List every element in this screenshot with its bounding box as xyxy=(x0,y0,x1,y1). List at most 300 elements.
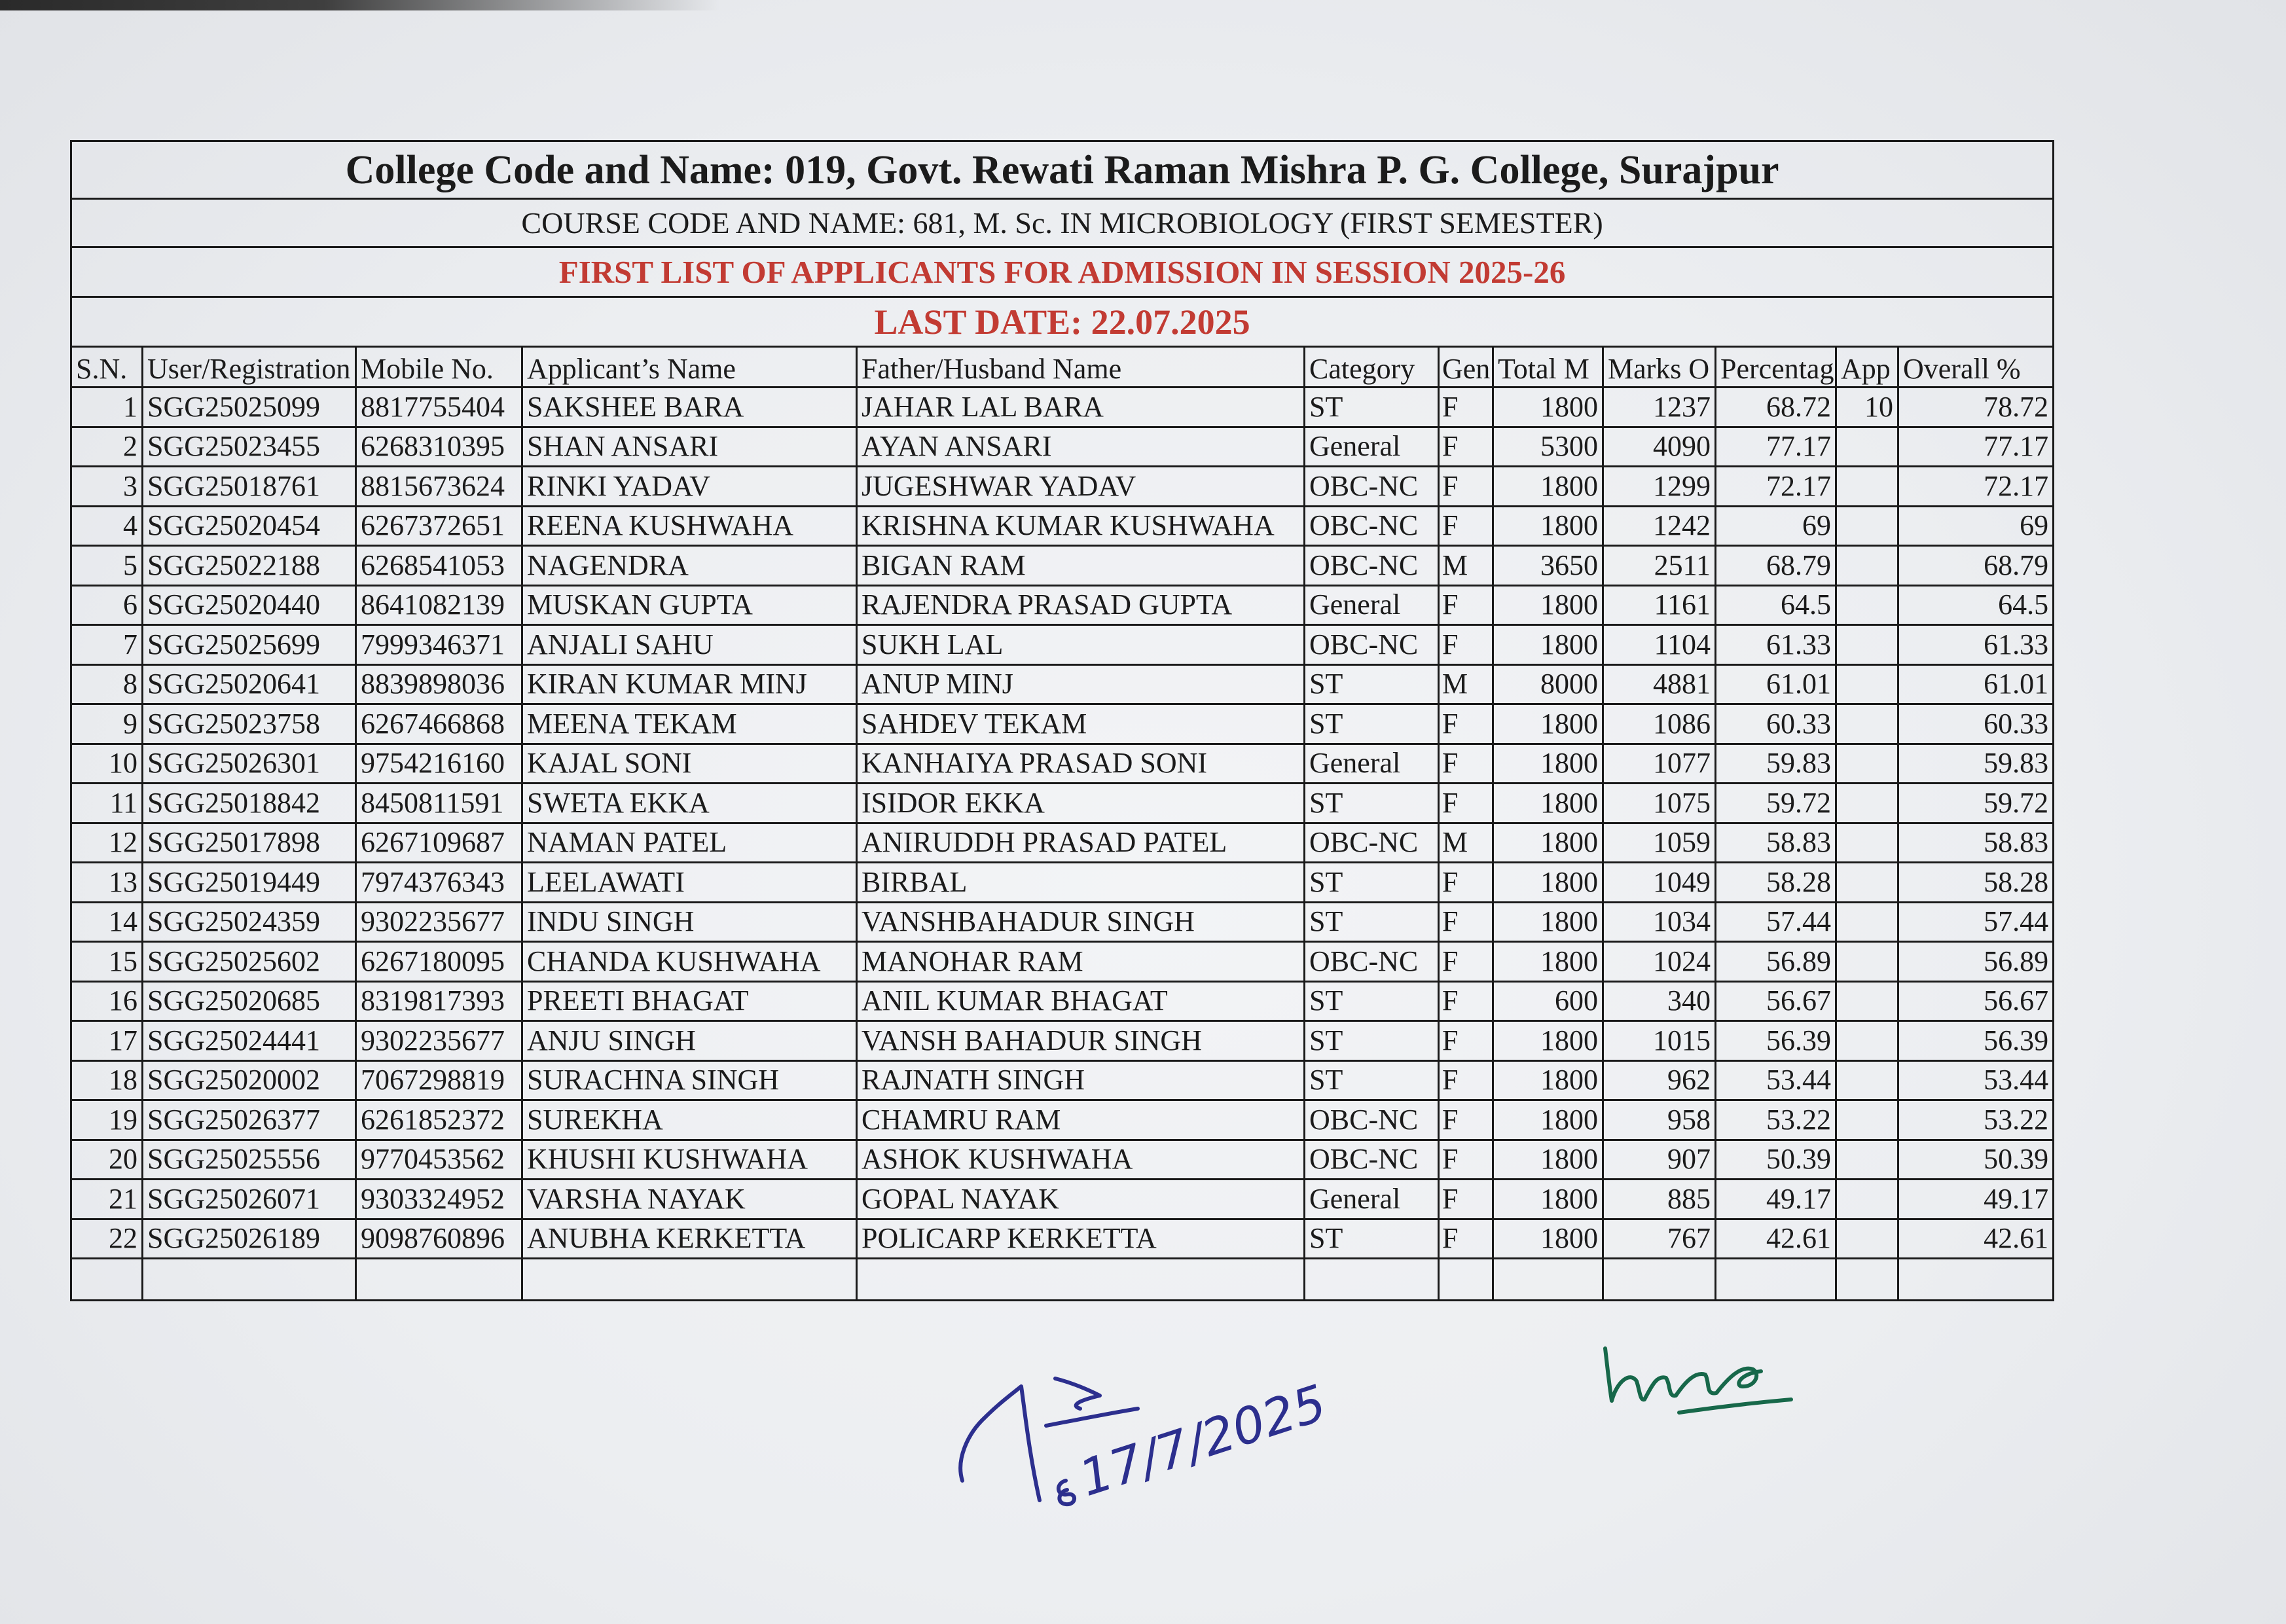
cell-overall: 60.33 xyxy=(1898,704,2054,744)
cell-name: SHAN ANSARI xyxy=(522,427,857,467)
table-body xyxy=(71,388,2054,1259)
cell-overall: 64.5 xyxy=(1898,585,2054,625)
cell-total: 1800 xyxy=(1493,1100,1603,1140)
cell-mobile: 6268310395 xyxy=(356,427,522,467)
cell-father: VANSH BAHADUR SINGH xyxy=(857,1021,1305,1061)
cell-name: KAJAL SONI xyxy=(522,744,857,784)
cell-app xyxy=(1836,1060,1898,1100)
cell-name: ANJALI SAHU xyxy=(522,625,857,665)
table-row xyxy=(71,388,2054,427)
cell-sn: 6 xyxy=(71,585,143,625)
table-row xyxy=(71,981,2054,1021)
cell-registration: SGG25024359 xyxy=(143,902,356,942)
table-row xyxy=(71,1100,2054,1140)
cell-total: 1800 xyxy=(1493,585,1603,625)
cell-overall: 78.72 xyxy=(1898,388,2054,427)
cell-father: JAHAR LAL BARA xyxy=(857,388,1305,427)
cell-category: OBC-NC xyxy=(1305,942,1439,982)
college-title: College Code and Name: 019, Govt. Rewati Raman Mishra P. G. College, Surajpur xyxy=(71,141,2054,199)
cell-app xyxy=(1836,942,1898,982)
cell-percent: 49.17 xyxy=(1716,1180,1836,1219)
cell-category: General xyxy=(1305,1180,1439,1219)
cell-mobile: 9098760896 xyxy=(356,1219,522,1259)
cell-gender: M xyxy=(1439,664,1493,704)
cell-app xyxy=(1836,902,1898,942)
cell-overall: 42.61 xyxy=(1898,1219,2054,1259)
cell-app xyxy=(1836,664,1898,704)
cell-total: 1800 xyxy=(1493,1180,1603,1219)
cell-name: CHANDA KUSHWAHA xyxy=(522,942,857,982)
cell-total: 1800 xyxy=(1493,704,1603,744)
cell-mobile: 8641082139 xyxy=(356,585,522,625)
cell-name: SURACHNA SINGH xyxy=(522,1060,857,1100)
cell-sn: 14 xyxy=(71,902,143,942)
cell-app xyxy=(1836,823,1898,863)
cell-father: ANIRUDDH PRASAD PATEL xyxy=(857,823,1305,863)
cell-gender: F xyxy=(1439,1180,1493,1219)
cell-sn: 22 xyxy=(71,1219,143,1259)
cell-category: OBC-NC xyxy=(1305,467,1439,507)
cell-name: NAMAN PATEL xyxy=(522,823,857,863)
cell-registration: SGG25026377 xyxy=(143,1100,356,1140)
table-row xyxy=(71,744,2054,784)
cell-obtained: 4881 xyxy=(1603,664,1716,704)
cell-mobile: 9754216160 xyxy=(356,744,522,784)
cell-app xyxy=(1836,1021,1898,1061)
cell-total: 8000 xyxy=(1493,664,1603,704)
cell-percent: 42.61 xyxy=(1716,1219,1836,1259)
cell-obtained: 1015 xyxy=(1603,1021,1716,1061)
cell-category: ST xyxy=(1305,1219,1439,1259)
cell-overall: 56.67 xyxy=(1898,981,2054,1021)
cell-obtained: 1299 xyxy=(1603,467,1716,507)
course-title-row xyxy=(71,199,2054,247)
cell-app xyxy=(1836,625,1898,665)
cell-registration: SGG25020685 xyxy=(143,981,356,1021)
cell-sn: 8 xyxy=(71,664,143,704)
cell-obtained: 962 xyxy=(1603,1060,1716,1100)
cell-sn: 12 xyxy=(71,823,143,863)
cell-gender: F xyxy=(1439,981,1493,1021)
cell-gender: F xyxy=(1439,467,1493,507)
photo-edge-shadow xyxy=(0,0,720,10)
table-row xyxy=(71,942,2054,982)
cell-registration: SGG25020641 xyxy=(143,664,356,704)
cell-mobile: 9770453562 xyxy=(356,1140,522,1180)
cell-overall: 61.33 xyxy=(1898,625,2054,665)
header-applicant-name: Applicant’s Name xyxy=(522,347,857,388)
cell-category: ST xyxy=(1305,784,1439,823)
list-title-row xyxy=(71,247,2054,297)
cell-father: ANIL KUMAR BHAGAT xyxy=(857,981,1305,1021)
cell-total: 1800 xyxy=(1493,1021,1603,1061)
table-row xyxy=(71,902,2054,942)
cell-gender: F xyxy=(1439,625,1493,665)
header-category: Category xyxy=(1305,347,1439,388)
cell-name: KHUSHI KUSHWAHA xyxy=(522,1140,857,1180)
cell-total: 1800 xyxy=(1493,625,1603,665)
cell-overall: 53.44 xyxy=(1898,1060,2054,1100)
cell-sn: 16 xyxy=(71,981,143,1021)
cell-mobile: 8839898036 xyxy=(356,664,522,704)
cell-gender: M xyxy=(1439,823,1493,863)
table-row xyxy=(71,784,2054,823)
course-title: COURSE CODE AND NAME: 681, M. Sc. IN MICROBIOLOGY (FIRST SEMESTER) xyxy=(71,199,2054,247)
cell-percent: 53.22 xyxy=(1716,1100,1836,1140)
cell-obtained: 907 xyxy=(1603,1140,1716,1180)
cell-total: 1800 xyxy=(1493,784,1603,823)
cell-name: SUREKHA xyxy=(522,1100,857,1140)
blank-cell xyxy=(1439,1259,1493,1301)
cell-father: ANUP MINJ xyxy=(857,664,1305,704)
blank-cell xyxy=(1493,1259,1603,1301)
cell-overall: 58.83 xyxy=(1898,823,2054,863)
cell-sn: 5 xyxy=(71,546,143,586)
blank-cell xyxy=(1898,1259,2054,1301)
cell-registration: SGG25025099 xyxy=(143,388,356,427)
cell-mobile: 7067298819 xyxy=(356,1060,522,1100)
last-date: LAST DATE: 22.07.2025 xyxy=(71,297,2054,347)
last-date-row xyxy=(71,297,2054,347)
handwritten-initials-icon xyxy=(1605,1348,1791,1413)
cell-gender: F xyxy=(1439,942,1493,982)
cell-registration: SGG25018761 xyxy=(143,467,356,507)
cell-mobile: 6267466868 xyxy=(356,704,522,744)
cell-gender: F xyxy=(1439,388,1493,427)
cell-total: 1800 xyxy=(1493,744,1603,784)
header-mobile: Mobile No. xyxy=(356,347,522,388)
cell-overall: 68.79 xyxy=(1898,546,2054,586)
cell-mobile: 6267109687 xyxy=(356,823,522,863)
cell-percent: 53.44 xyxy=(1716,1060,1836,1100)
cell-overall: 77.17 xyxy=(1898,427,2054,467)
cell-father: CHAMRU RAM xyxy=(857,1100,1305,1140)
table-row xyxy=(71,664,2054,704)
cell-name: ANJU SINGH xyxy=(522,1021,857,1061)
cell-app xyxy=(1836,585,1898,625)
cell-registration: SGG25020454 xyxy=(143,506,356,546)
cell-app xyxy=(1836,427,1898,467)
cell-sn: 3 xyxy=(71,467,143,507)
cell-father: KANHAIYA PRASAD SONI xyxy=(857,744,1305,784)
cell-sn: 9 xyxy=(71,704,143,744)
cell-mobile: 7974376343 xyxy=(356,863,522,903)
cell-father: ASHOK KUSHWAHA xyxy=(857,1140,1305,1180)
cell-sn: 1 xyxy=(71,388,143,427)
table-row xyxy=(71,1219,2054,1259)
cell-overall: 59.72 xyxy=(1898,784,2054,823)
cell-gender: F xyxy=(1439,902,1493,942)
cell-total: 5300 xyxy=(1493,427,1603,467)
cell-obtained: 1237 xyxy=(1603,388,1716,427)
cell-name: SAKSHEE BARA xyxy=(522,388,857,427)
cell-overall: 58.28 xyxy=(1898,863,2054,903)
cell-father: MANOHAR RAM xyxy=(857,942,1305,982)
table-row xyxy=(71,704,2054,744)
blank-cell xyxy=(143,1259,356,1301)
cell-category: OBC-NC xyxy=(1305,823,1439,863)
cell-app xyxy=(1836,506,1898,546)
cell-gender: F xyxy=(1439,863,1493,903)
cell-obtained: 1075 xyxy=(1603,784,1716,823)
cell-father: KRISHNA KUMAR KUSHWAHA xyxy=(857,506,1305,546)
cell-percent: 50.39 xyxy=(1716,1140,1836,1180)
cell-overall: 57.44 xyxy=(1898,902,2054,942)
cell-category: ST xyxy=(1305,664,1439,704)
table-row xyxy=(71,863,2054,903)
cell-gender: F xyxy=(1439,1140,1493,1180)
cell-gender: F xyxy=(1439,704,1493,744)
cell-category: ST xyxy=(1305,981,1439,1021)
cell-father: SAHDEV TEKAM xyxy=(857,704,1305,744)
cell-total: 1800 xyxy=(1493,863,1603,903)
header-percentage: Percentag xyxy=(1716,347,1836,388)
cell-percent: 61.01 xyxy=(1716,664,1836,704)
cell-gender: F xyxy=(1439,1060,1493,1100)
header-registration: User/Registration xyxy=(143,347,356,388)
cell-obtained: 1077 xyxy=(1603,744,1716,784)
cell-percent: 61.33 xyxy=(1716,625,1836,665)
list-title: FIRST LIST OF APPLICANTS FOR ADMISSION IN SESSION 2025-26 xyxy=(71,247,2054,297)
cell-category: General xyxy=(1305,744,1439,784)
blank-cell xyxy=(1305,1259,1439,1301)
cell-percent: 60.33 xyxy=(1716,704,1836,744)
cell-registration: SGG25017898 xyxy=(143,823,356,863)
cell-overall: 50.39 xyxy=(1898,1140,2054,1180)
cell-mobile: 8815673624 xyxy=(356,467,522,507)
cell-percent: 77.17 xyxy=(1716,427,1836,467)
cell-father: AYAN ANSARI xyxy=(857,427,1305,467)
cell-app xyxy=(1836,704,1898,744)
cell-app xyxy=(1836,981,1898,1021)
table-row xyxy=(71,427,2054,467)
cell-sn: 2 xyxy=(71,427,143,467)
blank-cell xyxy=(522,1259,857,1301)
cell-mobile: 8319817393 xyxy=(356,981,522,1021)
table-row xyxy=(71,1180,2054,1219)
cell-registration: SGG25019449 xyxy=(143,863,356,903)
blank-cell xyxy=(1716,1259,1836,1301)
table-row xyxy=(71,546,2054,586)
cell-father: RAJENDRA PRASAD GUPTA xyxy=(857,585,1305,625)
cell-father: JUGESHWAR YADAV xyxy=(857,467,1305,507)
cell-percent: 72.17 xyxy=(1716,467,1836,507)
cell-mobile: 8450811591 xyxy=(356,784,522,823)
cell-name: LEELAWATI xyxy=(522,863,857,903)
cell-category: ST xyxy=(1305,1060,1439,1100)
cell-category: General xyxy=(1305,585,1439,625)
cell-overall: 69 xyxy=(1898,506,2054,546)
cell-app xyxy=(1836,546,1898,586)
cell-percent: 68.79 xyxy=(1716,546,1836,586)
cell-app xyxy=(1836,1219,1898,1259)
cell-name: KIRAN KUMAR MINJ xyxy=(522,664,857,704)
column-header-row xyxy=(71,347,2054,388)
cell-overall: 56.39 xyxy=(1898,1021,2054,1061)
cell-mobile: 6267180095 xyxy=(356,942,522,982)
table-row xyxy=(71,625,2054,665)
cell-obtained: 1049 xyxy=(1603,863,1716,903)
blank-cell xyxy=(857,1259,1305,1301)
cell-percent: 59.72 xyxy=(1716,784,1836,823)
table-row xyxy=(71,1021,2054,1061)
cell-mobile: 9302235677 xyxy=(356,1021,522,1061)
cell-percent: 59.83 xyxy=(1716,744,1836,784)
cell-father: POLICARP KERKETTA xyxy=(857,1219,1305,1259)
cell-gender: F xyxy=(1439,744,1493,784)
cell-total: 1800 xyxy=(1493,823,1603,863)
cell-father: GOPAL NAYAK xyxy=(857,1180,1305,1219)
cell-name: VARSHA NAYAK xyxy=(522,1180,857,1219)
header-sn: S.N. xyxy=(71,347,143,388)
cell-sn: 10 xyxy=(71,744,143,784)
cell-app xyxy=(1836,1180,1898,1219)
cell-registration: SGG25023758 xyxy=(143,704,356,744)
cell-percent: 68.72 xyxy=(1716,388,1836,427)
cell-app: 10 xyxy=(1836,388,1898,427)
table-row xyxy=(71,1060,2054,1100)
cell-overall: 56.89 xyxy=(1898,942,2054,982)
cell-percent: 57.44 xyxy=(1716,902,1836,942)
cell-mobile: 6261852372 xyxy=(356,1100,522,1140)
cell-app xyxy=(1836,467,1898,507)
cell-percent: 56.67 xyxy=(1716,981,1836,1021)
cell-name: INDU SINGH xyxy=(522,902,857,942)
cell-sn: 21 xyxy=(71,1180,143,1219)
cell-obtained: 1024 xyxy=(1603,942,1716,982)
cell-total: 1800 xyxy=(1493,942,1603,982)
table-row xyxy=(71,506,2054,546)
cell-name: MUSKAN GUPTA xyxy=(522,585,857,625)
cell-father: ISIDOR EKKA xyxy=(857,784,1305,823)
cell-percent: 69 xyxy=(1716,506,1836,546)
cell-category: ST xyxy=(1305,1021,1439,1061)
cell-obtained: 1034 xyxy=(1603,902,1716,942)
cell-overall: 72.17 xyxy=(1898,467,2054,507)
blank-cell xyxy=(356,1259,522,1301)
cell-app xyxy=(1836,1100,1898,1140)
blank-cell xyxy=(1603,1259,1716,1301)
cell-gender: M xyxy=(1439,546,1493,586)
cell-sn: 20 xyxy=(71,1140,143,1180)
cell-sn: 13 xyxy=(71,863,143,903)
cell-sn: 19 xyxy=(71,1100,143,1140)
cell-obtained: 2511 xyxy=(1603,546,1716,586)
blank-cell xyxy=(1836,1259,1898,1301)
cell-app xyxy=(1836,1140,1898,1180)
cell-obtained: 1104 xyxy=(1603,625,1716,665)
cell-sn: 18 xyxy=(71,1060,143,1100)
cell-overall: 59.83 xyxy=(1898,744,2054,784)
cell-total: 1800 xyxy=(1493,1140,1603,1180)
cell-father: RAJNATH SINGH xyxy=(857,1060,1305,1100)
cell-obtained: 885 xyxy=(1603,1180,1716,1219)
cell-app xyxy=(1836,744,1898,784)
cell-father: VANSHBAHADUR SINGH xyxy=(857,902,1305,942)
cell-registration: SGG25023455 xyxy=(143,427,356,467)
cell-category: OBC-NC xyxy=(1305,1140,1439,1180)
cell-category: OBC-NC xyxy=(1305,1100,1439,1140)
blank-row xyxy=(71,1259,2054,1301)
cell-father: BIRBAL xyxy=(857,863,1305,903)
cell-percent: 56.39 xyxy=(1716,1021,1836,1061)
cell-total: 3650 xyxy=(1493,546,1603,586)
cell-name: ANUBHA KERKETTA xyxy=(522,1219,857,1259)
header-overall: Overall % xyxy=(1898,347,2054,388)
cell-name: MEENA TEKAM xyxy=(522,704,857,744)
cell-registration: SGG25022188 xyxy=(143,546,356,586)
cell-percent: 64.5 xyxy=(1716,585,1836,625)
table-head xyxy=(71,141,2054,388)
cell-category: OBC-NC xyxy=(1305,546,1439,586)
cell-category: ST xyxy=(1305,902,1439,942)
cell-obtained: 4090 xyxy=(1603,427,1716,467)
cell-registration: SGG25020440 xyxy=(143,585,356,625)
cell-mobile: 9302235677 xyxy=(356,902,522,942)
cell-total: 1800 xyxy=(1493,388,1603,427)
cell-app xyxy=(1836,863,1898,903)
cell-gender: F xyxy=(1439,1100,1493,1140)
header-app: App xyxy=(1836,347,1898,388)
cell-total: 1800 xyxy=(1493,1060,1603,1100)
cell-total: 1800 xyxy=(1493,506,1603,546)
cell-registration: SGG25018842 xyxy=(143,784,356,823)
header-father-husband-name: Father/Husband Name xyxy=(857,347,1305,388)
cell-father: BIGAN RAM xyxy=(857,546,1305,586)
cell-gender: F xyxy=(1439,427,1493,467)
cell-obtained: 1242 xyxy=(1603,506,1716,546)
cell-registration: SGG25025699 xyxy=(143,625,356,665)
cell-app xyxy=(1836,784,1898,823)
cell-obtained: 340 xyxy=(1603,981,1716,1021)
table-row xyxy=(71,1140,2054,1180)
cell-registration: SGG25026301 xyxy=(143,744,356,784)
cell-sn: 4 xyxy=(71,506,143,546)
cell-mobile: 6268541053 xyxy=(356,546,522,586)
cell-category: OBC-NC xyxy=(1305,625,1439,665)
cell-sn: 7 xyxy=(71,625,143,665)
cell-percent: 58.28 xyxy=(1716,863,1836,903)
cell-total: 1800 xyxy=(1493,1219,1603,1259)
cell-mobile: 9303324952 xyxy=(356,1180,522,1219)
cell-gender: F xyxy=(1439,506,1493,546)
signature-date: 17/7/2025 xyxy=(1072,1373,1334,1508)
cell-category: ST xyxy=(1305,388,1439,427)
college-title-row xyxy=(71,141,2054,199)
cell-overall: 61.01 xyxy=(1898,664,2054,704)
header-marks-obtained: Marks O xyxy=(1603,347,1716,388)
cell-registration: SGG25025602 xyxy=(143,942,356,982)
cell-name: NAGENDRA xyxy=(522,546,857,586)
cell-mobile: 7999346371 xyxy=(356,625,522,665)
cell-registration: SGG25026189 xyxy=(143,1219,356,1259)
cell-percent: 56.89 xyxy=(1716,942,1836,982)
cell-obtained: 1059 xyxy=(1603,823,1716,863)
cell-name: SWETA EKKA xyxy=(522,784,857,823)
cell-total: 1800 xyxy=(1493,902,1603,942)
cell-mobile: 6267372651 xyxy=(356,506,522,546)
cell-sn: 15 xyxy=(71,942,143,982)
cell-gender: F xyxy=(1439,1021,1493,1061)
cell-sn: 11 xyxy=(71,784,143,823)
cell-name: REENA KUSHWAHA xyxy=(522,506,857,546)
cell-gender: F xyxy=(1439,784,1493,823)
blank-cell xyxy=(71,1259,143,1301)
cell-name: PREETI BHAGAT xyxy=(522,981,857,1021)
cell-obtained: 1161 xyxy=(1603,585,1716,625)
cell-name: RINKI YADAV xyxy=(522,467,857,507)
cell-registration: SGG25025556 xyxy=(143,1140,356,1180)
